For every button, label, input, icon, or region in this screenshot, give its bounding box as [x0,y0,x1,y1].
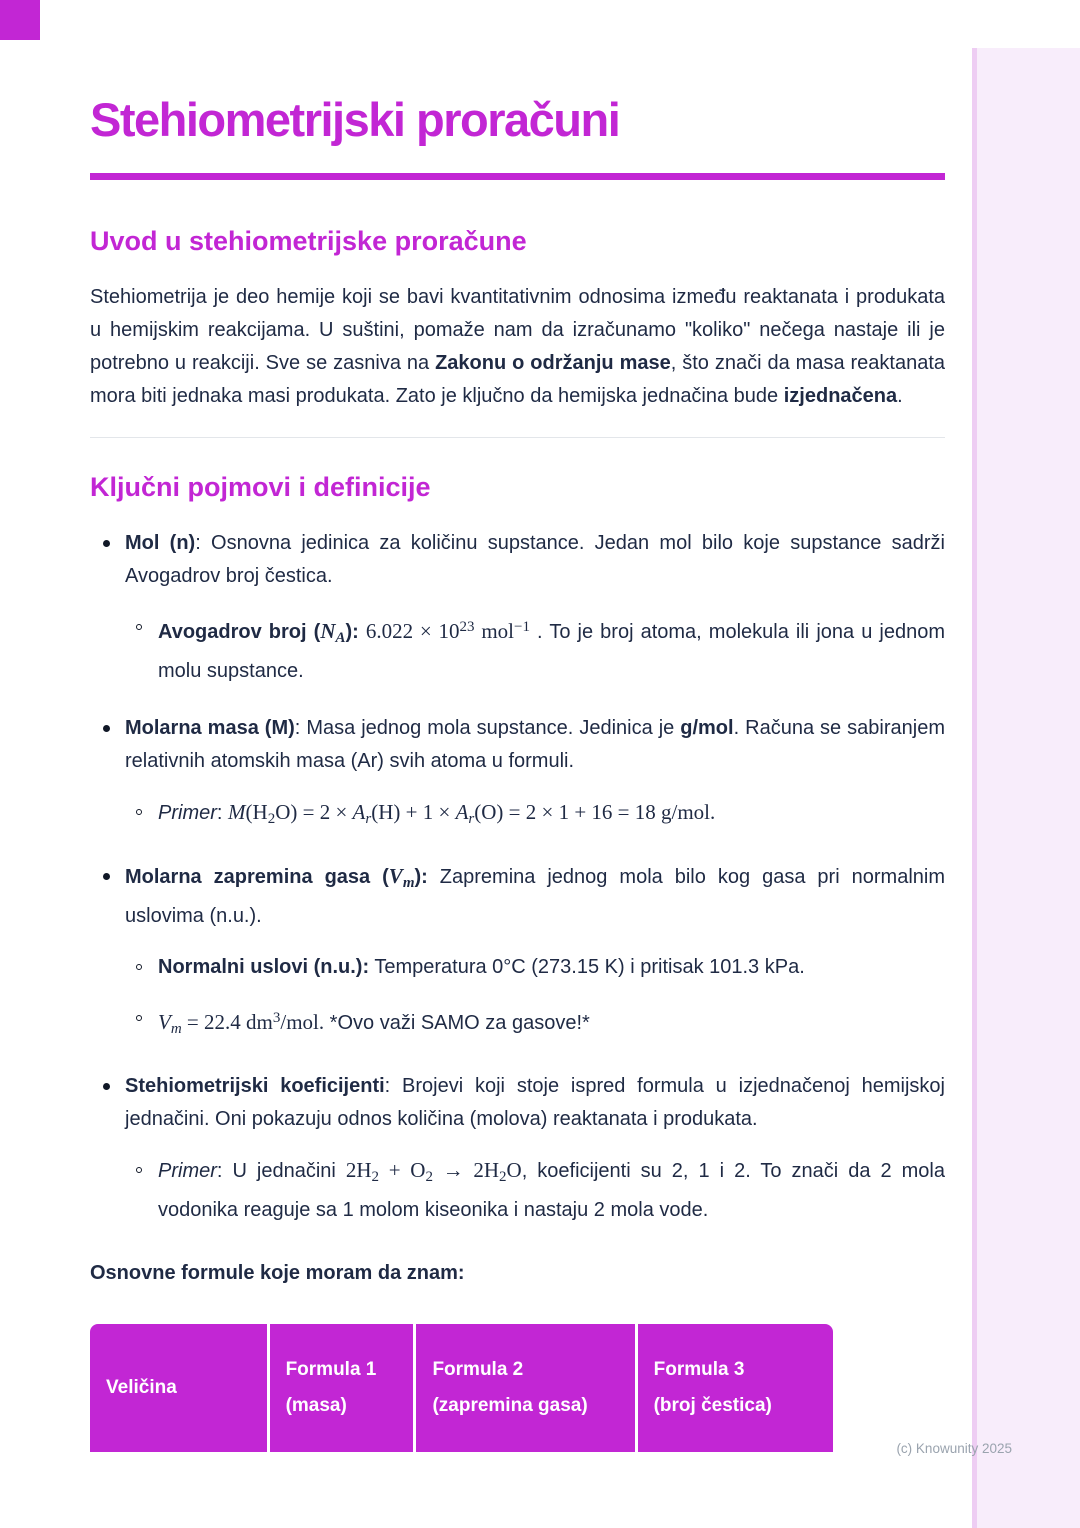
table-header-line: Formula 1 [285,1359,377,1380]
text-run: −1 [514,619,530,635]
bullet-circle-icon [136,1167,142,1173]
text-run: m [402,875,415,891]
list-item-text [125,527,945,593]
title-rule [90,173,945,180]
table-header-cell [90,1324,267,1452]
list-item [90,712,945,778]
text-run: g/mol [680,717,734,739]
page-title: Stehiometrijski proračuni [90,93,620,146]
text-run: Zapremina jednog mola bilo kog gasa pri normalnim uslovima (n.u.). [125,866,945,927]
text-run: Zakonu o održanju mase [435,352,671,374]
text-run: m [170,1021,182,1037]
section-heading-intro: Uvod u stehiometrijske proračune [90,226,527,256]
list-item [90,1154,945,1227]
list-item [90,796,945,836]
list-item-text [158,1154,945,1227]
text-run: = 22.4 dm [181,1010,273,1034]
formula-table [90,1324,833,1452]
table-header-line: (masa) [285,1395,347,1416]
list-item [90,1002,945,1046]
text-run: , što znači da masa reaktanata mora biti jednaka masi produkata. Zato je ključno da hemijska jednačina bude [90,352,946,407]
text-run: Mol (n) [125,532,196,554]
bullet-disc-icon [103,1083,110,1090]
text-run: 2 [425,1169,433,1185]
table-header-line: (zapremina gasa) [432,1395,588,1416]
text-run: Molarna masa (M) [125,717,295,739]
text-run: *Ovo važi SAMO za gasove!* [324,1012,590,1034]
text-run: + O [379,1158,426,1182]
list-item-text [125,860,945,933]
text-run: r [468,811,475,827]
table-header-line: (broj čestica) [653,1395,772,1416]
list-item-text [158,951,945,984]
list-item [90,527,945,593]
list-item [90,860,945,933]
text-run: Stehiometrija je deo hemije koji se bavi kvantitativnim odnosima između reaktanata i produkata u hemijskim reakcijama. U suštini, pomaže nam da izračunamo "koliko" nečega nastaje ili je potrebno u reakciji. Sve se zasniva na [90,286,945,374]
text-run: : Brojevi koji stoje ispred formula u izjednačenoj hemijskoj jednačini. Oni pokazuju odnos količina (molova) reaktanata i produkata. [125,1075,945,1130]
text-run: Primer [158,802,217,824]
list-item-text [158,1002,945,1046]
table-header-cell [638,1324,833,1452]
table-header-cell [270,1324,414,1452]
text-run: 2H [345,1158,372,1182]
table-header-cell [416,1324,634,1452]
list-item-text [158,611,945,688]
list-item [90,1070,945,1136]
copyright-note: (c) Knowunity 2025 [896,1441,1012,1456]
text-run: (H [245,800,268,824]
concept-list [90,527,945,1227]
side-strip [972,48,1080,1528]
bullet-disc-icon [103,540,110,547]
text-run: A [352,800,366,824]
text-run: . [897,385,903,407]
text-run: : Osnovna jedinica za količinu supstance. Jedan mol bilo koje supstance sadrži Avogadrov broj čestica. [125,532,945,587]
section-divider [90,437,945,438]
text-run: 6.022 × 10 [365,619,460,643]
text-run: M [228,800,246,824]
table-header-line: Formula 2 [432,1359,524,1380]
table-header-line: Veličina [106,1377,177,1398]
bullet-circle-icon [136,1015,142,1021]
list-item [90,951,945,984]
list-item-text [125,1070,945,1136]
text-run: /mol. [280,1010,325,1034]
text-run: , koeficijenti su 2, 1 i 2. To znači da 2 mola vodonika reaguje sa 1 molom kiseonika i nastaju 2 mola vode. [158,1160,945,1221]
text-run: O [506,1158,522,1182]
list-item-text [125,712,945,778]
text-run: r [365,811,372,827]
text-run: 23 [459,619,475,635]
bullet-circle-icon [136,964,142,970]
bullet-circle-icon [136,624,142,630]
table-header-line: Formula 3 [653,1359,745,1380]
text-run: Avogadrov broj ( [158,621,321,643]
text-run: : Masa jednog mola supstance. Jedinica je [294,717,681,739]
text-run: Stehiometrijski koeficijenti [125,1075,385,1097]
corner-accent-bar [0,0,40,40]
text-run: Temperatura 0°C (273.15 K) i pritisak 101.3 kPa. [369,956,805,978]
text-run: (O) = 2 × 1 + 16 = 18 g/mol. [474,800,716,824]
text-run: . To je broj atoma, molekula ili jona u jednom molu supstance. [158,621,946,682]
text-run: A [455,800,469,824]
text-run: V [158,1010,171,1034]
bullet-disc-icon [103,725,110,732]
text-run: (H) + 1 × [371,800,456,824]
text-run: : U jednačini [216,1160,346,1182]
section-heading-concepts: Ključni pojmovi i definicije [90,472,431,502]
text-run: V [388,864,403,888]
text-run: ): [345,621,359,643]
text-run: Molarna zapremina gasa ( [125,866,389,888]
list-item-text [158,796,945,836]
bullet-circle-icon [136,809,142,815]
document-content [90,0,945,1452]
formulas-lead: Osnovne formule koje moram da znam: [90,1262,465,1284]
text-run: N [320,619,336,643]
text-run: 2 [499,1169,507,1185]
text-run: : [216,802,229,824]
text-run: A [335,630,346,646]
text-run: Primer [158,1160,217,1182]
text-run: mol [474,619,514,643]
bullet-disc-icon [103,873,110,880]
text-run: ): [414,866,428,888]
text-run: 2 [267,811,276,827]
text-run [359,621,366,643]
text-run: 2 [371,1169,380,1185]
intro-paragraph [90,281,945,413]
text-run: Normalni uslovi (n.u.): [158,956,370,978]
text-run: izjednačena [783,385,898,407]
text-run: 3 [272,1010,281,1026]
list-item [90,611,945,688]
text-run: O) = 2 × [275,800,353,824]
text-run: → 2H [432,1158,500,1182]
text-run: . Računa se sabiranjem relativnih atomskih masa (Ar) svih atoma u formuli. [125,717,945,772]
